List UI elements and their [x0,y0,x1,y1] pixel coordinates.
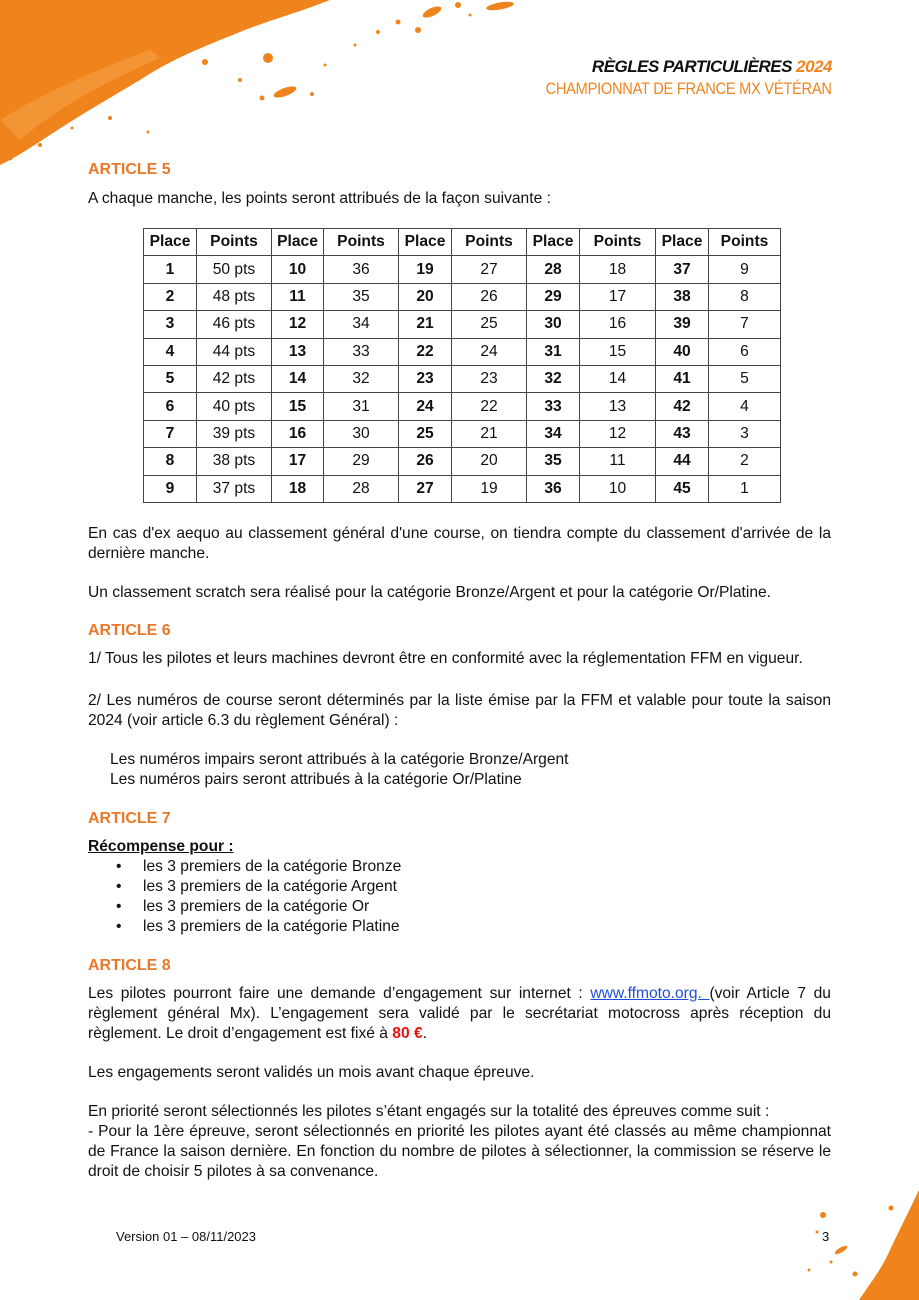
entry-fee: 80 € [392,1024,423,1042]
points-cell: 32 [324,365,399,392]
points-cell: 1 [709,475,781,502]
place-cell: 6 [144,393,197,420]
place-cell: 26 [399,448,452,475]
place-cell: 42 [656,393,709,420]
points-cell: 14 [580,365,656,392]
points-cell: 11 [580,448,656,475]
place-cell: 8 [144,448,197,475]
points-cell: 10 [580,475,656,502]
place-cell: 15 [272,393,324,420]
place-cell: 4 [144,338,197,365]
points-cell: 15 [580,338,656,365]
column-header: Place [656,229,709,256]
table-row [144,256,781,283]
column-header: Points [709,229,781,256]
points-cell: 13 [580,393,656,420]
place-cell: 14 [272,365,324,392]
place-cell: 1 [144,256,197,283]
points-cell: 2 [709,448,781,475]
points-cell: 48 pts [197,283,272,310]
place-cell: 40 [656,338,709,365]
header-subtitle: CHAMPIONNAT DE FRANCE MX VÉTÉRAN [545,79,832,98]
place-cell: 16 [272,420,324,447]
points-cell: 37 pts [197,475,272,502]
place-cell: 17 [272,448,324,475]
place-cell: 11 [272,283,324,310]
header-year: 2024 [796,57,832,76]
article-5-heading: ARTICLE 5 [88,161,171,178]
points-cell: 33 [324,338,399,365]
points-cell: 28 [324,475,399,502]
points-cell: 40 pts [197,393,272,420]
column-header: Place [144,229,197,256]
place-cell: 45 [656,475,709,502]
points-cell: 46 pts [197,311,272,338]
header-title: RÈGLES PARTICULIÈRES 2024 [591,57,832,76]
points-cell: 35 [324,283,399,310]
points-cell: 36 [324,256,399,283]
text: (voir Article 7 du règlement général Mx). L’engagement sera validé par le secrétariat motocross après réception du règlement. Le droit d’engagement est fixé à [88,984,831,1042]
points-cell: 23 [452,365,527,392]
orange-splash-decoration [0,0,560,175]
place-cell: 37 [656,256,709,283]
article-5-paragraph-2: Un classement scratch sera réalisé pour la catégorie Bronze/Argent et pour la catégorie Or/Platine. [88,583,772,601]
list-item: • les 3 premiers de la catégorie Or [143,897,831,917]
points-cell: 34 [324,311,399,338]
place-cell: 18 [272,475,324,502]
place-cell: 44 [656,448,709,475]
place-cell: 43 [656,420,709,447]
article-8-heading: ARTICLE 8 [88,956,171,974]
text: Les pilotes pourront faire une demande d’engagement sur internet : [88,984,591,1002]
points-cell: 12 [580,420,656,447]
article-6-line-2: Les numéros pairs seront attribués à la catégorie Or/Platine [110,770,522,788]
article-6-paragraph-1: 1/ Tous les pilotes et leurs machines devront être en conformité avec la réglementation FFM en vigueur. [88,649,803,667]
points-cell: 29 [324,448,399,475]
place-cell: 9 [144,475,197,502]
place-cell: 5 [144,365,197,392]
points-cell: 50 pts [197,256,272,283]
points-cell: 4 [709,393,781,420]
place-cell: 20 [399,283,452,310]
place-cell: 39 [656,311,709,338]
place-cell: 38 [656,283,709,310]
points-cell: 25 [452,311,527,338]
article-7-subtitle: Récompense pour : [88,837,234,855]
place-cell: 36 [527,475,580,502]
document-header [499,56,832,100]
points-cell: 38 pts [197,448,272,475]
column-header: Place [272,229,324,256]
ffmoto-link[interactable]: www.ffmoto.org. [590,984,710,1002]
text: En priorité seront sélectionnés les pilotes s’étant engagés sur la totalité des épreuves comme suit : [88,1102,770,1120]
place-cell: 3 [144,311,197,338]
points-table [143,228,781,503]
place-cell: 31 [527,338,580,365]
footer-version: Version 01 – 08/11/2023 [116,1229,256,1244]
points-cell: 17 [580,283,656,310]
table-row [144,338,781,365]
column-header: Points [324,229,399,256]
points-cell: 3 [709,420,781,447]
points-cell: 9 [709,256,781,283]
column-header: Points [580,229,656,256]
rewards-list [88,857,831,937]
points-table-header-row [144,229,781,256]
points-cell: 22 [452,393,527,420]
points-cell: 24 [452,338,527,365]
column-header: Place [527,229,580,256]
article-6-line-1: Les numéros impairs seront attribués à la catégorie Bronze/Argent [110,750,569,768]
text: . [422,1024,427,1042]
points-cell: 5 [709,365,781,392]
place-cell: 35 [527,448,580,475]
place-cell: 32 [527,365,580,392]
article-6-heading: ARTICLE 6 [88,621,171,639]
list-item: • les 3 premiers de la catégorie Bronze [143,857,831,877]
list-item: • les 3 premiers de la catégorie Platine [143,917,831,937]
article-8-paragraph-2: Les engagements seront validés un mois avant chaque épreuve. [88,1063,535,1081]
place-cell: 30 [527,311,580,338]
place-cell: 12 [272,311,324,338]
orange-splash-decoration-bottom [749,1190,919,1300]
points-cell: 39 pts [197,420,272,447]
table-row [144,448,781,475]
points-cell: 31 [324,393,399,420]
place-cell: 34 [527,420,580,447]
points-cell: 19 [452,475,527,502]
points-cell: 26 [452,283,527,310]
points-cell: 8 [709,283,781,310]
place-cell: 19 [399,256,452,283]
points-cell: 21 [452,420,527,447]
place-cell: 22 [399,338,452,365]
page-number: 3 [822,1229,830,1244]
list-item: • les 3 premiers de la catégorie Argent [143,877,831,897]
place-cell: 29 [527,283,580,310]
place-cell: 13 [272,338,324,365]
table-row [144,475,781,502]
column-header: Place [399,229,452,256]
text: - Pour la 1ère épreuve, seront sélectionnés en priorité les pilotes ayant été classés au même championnat de France la saison dernière. En fonction du nombre de pilotes à sélectionner, la commission se réserve le droit de choisir 5 pilotes à sa convenance. [88,1122,831,1180]
place-cell: 21 [399,311,452,338]
table-row [144,393,781,420]
place-cell: 24 [399,393,452,420]
points-cell: 20 [452,448,527,475]
points-cell: 7 [709,311,781,338]
points-cell: 42 pts [197,365,272,392]
points-cell: 30 [324,420,399,447]
points-table-body [144,256,781,503]
page-content [88,160,831,1182]
article-5-paragraph-1: En cas d'ex aequo au classement général d'une course, on tiendra compte du classement d'arrivée de la dernière manche. [88,524,831,562]
column-header: Points [452,229,527,256]
column-header: Points [197,229,272,256]
table-row [144,283,781,310]
place-cell: 10 [272,256,324,283]
points-cell: 27 [452,256,527,283]
article-8-paragraph-1 [88,984,831,1044]
place-cell: 41 [656,365,709,392]
table-row [144,365,781,392]
points-cell: 6 [709,338,781,365]
place-cell: 27 [399,475,452,502]
article-8-paragraph-3 [88,1102,831,1182]
place-cell: 7 [144,420,197,447]
table-row [144,311,781,338]
place-cell: 28 [527,256,580,283]
points-cell: 18 [580,256,656,283]
place-cell: 33 [527,393,580,420]
place-cell: 23 [399,365,452,392]
points-cell: 44 pts [197,338,272,365]
article-6-paragraph-2: 2/ Les numéros de course seront déterminés par la liste émise par la FFM et valable pour toute la saison 2024 (voir article 6.3 du règlement Général) : [88,691,831,729]
points-cell: 16 [580,311,656,338]
table-row [144,420,781,447]
place-cell: 2 [144,283,197,310]
place-cell: 25 [399,420,452,447]
article-7-heading: ARTICLE 7 [88,809,171,827]
article-5-intro: A chaque manche, les points seront attribués de la façon suivante : [88,190,551,207]
